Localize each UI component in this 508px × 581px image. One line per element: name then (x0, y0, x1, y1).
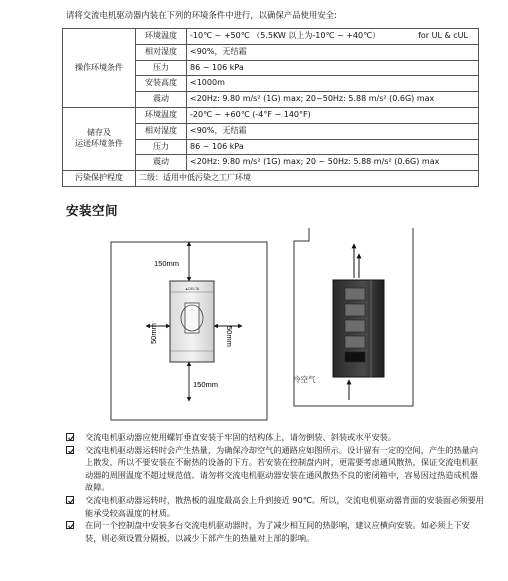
clearance-front-diagram (110, 228, 270, 423)
row-value: <20Hz: 9.80 m/s² (1G) max; 20 ~ 50Hz: 5.88 m/s² (0.6G) max (187, 155, 479, 171)
pollution-category: 污染保护程度 (63, 171, 136, 187)
operating-category: 操作环境条件 (63, 29, 136, 108)
row-value: 86 ~ 106 kPa (187, 60, 479, 76)
note-item: 交流电机驱动器应使用螺钉垂直安装于牢固的结构体上，请勿倒装、斜装或水平安装。 (66, 431, 486, 444)
row-label: 环境温度 (136, 107, 187, 123)
row-label: 环境温度 (136, 29, 187, 45)
right-dim-label: 50mm (225, 326, 234, 347)
intro-text: 请将交流电机驱动器内装在下列的环境条件中进行，以确保产品使用安全: (66, 10, 337, 20)
checkbox-icon (66, 433, 74, 441)
row-label: 相对湿度 (136, 123, 187, 139)
row-value: <90%，无结霜 (187, 123, 479, 139)
row-value: <1000m (187, 76, 479, 92)
note-item: 交流电机驱动器运转时会产生热量，为确保冷却空气的通路应如图所示。设计留有一定的空间，产生的热量向上散发，所以不要安装在不耐热的设备的下方。若安装在控制盘内时，更需要考虑通风散热，保证交流电机驱动器的周围温度不超过规范值。请勿将交流电机驱动器安装在通风散热不良的密闭箱中，容易因过热造成机器故障。 (66, 444, 486, 494)
drive-keypad (185, 303, 199, 333)
row-value: -10℃ ~ +50℃ （5.5KW 以上为-10℃ ~ +40℃） for UL & cUL (187, 29, 479, 45)
note-item: 交流电机驱动器运转时，散热板的温度最高会上升到接近 90℃。所以，交流电机驱动器背面的安装面必须要用能承受较高温度的材质。 (66, 494, 486, 519)
checkbox-icon (66, 521, 74, 529)
section-title: 安装空间 (66, 203, 119, 218)
environment-table (62, 28, 479, 187)
row-value: 86 ~ 106 kPa (187, 139, 479, 155)
drive-logo: ▲DELTA (184, 287, 200, 291)
airflow-label: 冷空气 (293, 375, 316, 384)
row-label: 相对湿度 (136, 44, 187, 60)
installation-notes (66, 431, 486, 544)
checkbox-icon (66, 496, 74, 504)
row-label: 压力 (136, 139, 187, 155)
pollution-value: 二级：适用中低污染之工厂环境 (136, 171, 479, 187)
note-item: 在同一个控制盘中安装多台交流电机驱动器时，为了减少相互间的热影响，建议应横向安装。如必须上下安装，则必须设置分隔板，以减少下部产生的热量对上部的影响。 (66, 519, 486, 544)
checkbox-icon (66, 446, 74, 454)
table-row (63, 29, 479, 45)
row-label: 压力 (136, 60, 187, 76)
bottom-dim-label: 150mm (193, 380, 219, 389)
airflow-side-diagram (285, 228, 415, 408)
row-label: 震动 (136, 155, 187, 171)
row-label: 震动 (136, 92, 187, 108)
storage-category: 储存及 运送环境条件 (63, 107, 136, 170)
row-value: <90%，无结霜 (187, 44, 479, 60)
top-dim-label: 150mm (154, 259, 180, 268)
left-dim-label: 50mm (149, 323, 158, 344)
table-row (63, 171, 479, 187)
table-row (63, 107, 479, 123)
row-label: 安装高度 (136, 76, 187, 92)
row-value: -20℃ ~ +60℃ (-4°F ~ 140°F) (187, 107, 479, 123)
ul-note: for UL & cUL (418, 31, 468, 40)
row-value: <20Hz: 9.80 m/s² (1G) max; 20~50Hz: 5.88 m/s² (0.6G) max (187, 92, 479, 108)
